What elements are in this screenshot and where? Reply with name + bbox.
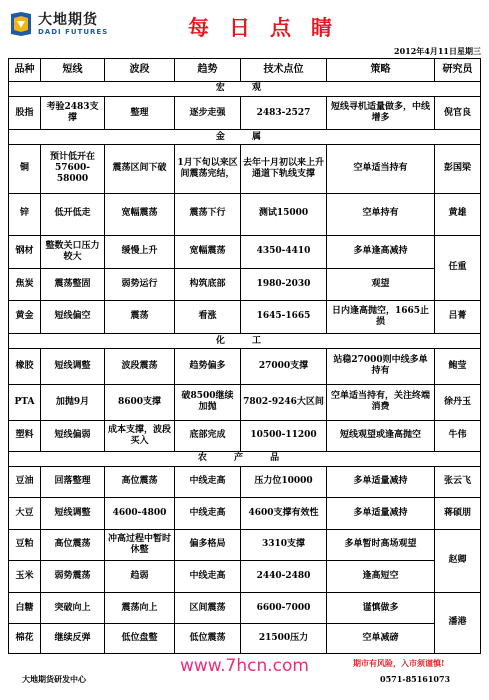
row-name: 豆油 — [9, 466, 41, 498]
table-row: 白糖 突破向上 震荡向上 区间震荡 6600-7000 谨慎做多 潘港 — [9, 592, 481, 624]
footer-org: 大地期货研发中心 — [22, 674, 86, 684]
row-name: 棉花 — [9, 624, 41, 654]
table-row: 橡胶 短线调整 波段震荡 趋势偏多 27000支撑 站稳27000则中线多单持有 鲍莹 — [9, 349, 481, 385]
table-row: 大豆 短线调整 4600-4800 中线走高 4600支撑有效性 多单适量减持 蒋硕朋 — [9, 498, 481, 530]
row-name: 黄金 — [9, 300, 41, 334]
table-row: 塑料 短线偏弱 成本支撑，波段买入 底部完成 10500-11200 短线观望或逢高抛空 牛伟 — [9, 420, 481, 452]
row-name: 玉米 — [9, 561, 41, 593]
row-name: 大豆 — [9, 498, 41, 530]
dadi-logo-icon — [8, 10, 34, 38]
table-row: 焦炭 震荡整固 弱势运行 构筑底部 1980-2030 观望 — [9, 269, 481, 301]
col-header-trend: 趋势 — [175, 59, 241, 82]
table-row: 豆粕 高位震荡 冲高过程中暂时休整 偏多格局 3310支撑 多单暂时高场观望 赵卿 — [9, 529, 481, 561]
company-logo — [8, 8, 128, 40]
col-header-tech: 技术点位 — [241, 59, 327, 82]
row-name: 焦炭 — [9, 269, 41, 301]
col-header-strategy: 策略 — [327, 59, 435, 82]
table-row: 豆油 回落整理 高位震荡 中线走高 压力位10000 多单适量减持 张云飞 — [9, 466, 481, 498]
table-header-row — [9, 59, 481, 82]
footer-phone: 0571-85161073 — [380, 674, 451, 684]
report-title: 每日点睛 — [188, 15, 352, 40]
row-name: 股指 — [9, 96, 41, 130]
watermark-url: www.7hcn.com — [180, 656, 309, 676]
section-macro: 宏 观 — [9, 82, 481, 97]
col-header-variety: 品种 — [9, 59, 41, 82]
row-name: 橡胶 — [9, 349, 41, 385]
report-date: 2012年4月11日星期三 — [394, 46, 481, 56]
market-table — [8, 58, 481, 654]
row-name: 钢材 — [9, 235, 41, 269]
table-row: 玉米 弱势震荡 趋弱 中线走高 2440-2480 逢高短空 — [9, 561, 481, 593]
logo-chinese-name: 大地期货 — [38, 12, 98, 28]
table-row: 锌 低开低走 宽幅震荡 震荡下行 测试15000 空单持有 黄雄 — [9, 193, 481, 235]
row-name: 白糖 — [9, 592, 41, 624]
risk-warning: 期市有风险，入市须谨慎! — [353, 658, 445, 668]
col-header-short: 短线 — [41, 59, 105, 82]
col-header-analyst: 研究员 — [435, 59, 481, 82]
row-name: 豆粕 — [9, 529, 41, 561]
table-row: 钢材 整数关口压力较大 缓慢上升 宽幅震荡 4350-4410 多单逢高减持 任重 — [9, 235, 481, 269]
row-name: 塑料 — [9, 420, 41, 452]
table-row: PTA 加抛9月 8600支撑 破8500继续加抛 7802-9246大区间 空单适当持有，关注终端消费 徐丹玉 — [9, 384, 481, 420]
table-row: 黄金 短线偏空 震荡 看涨 1645-1665 日内逢高抛空，1665止损 吕菁 — [9, 300, 481, 334]
table-row: 股指 考验2483支撑 整理 逐步走强 2483-2527 短线寻机适量做多，中线增多 倪官良 — [9, 96, 481, 130]
row-name: PTA — [9, 384, 41, 420]
col-header-swing: 波段 — [105, 59, 175, 82]
section-metals: 金 属 — [9, 130, 481, 145]
logo-english-name: DADI FUTURES — [38, 28, 109, 36]
table-row: 铜 预计低开在57600-58000 震荡区间下破 1月下旬以来区间震荡完结， 去年十月初以来上升通道下轨线支撑 空单适当持有 彭国梁 — [9, 145, 481, 193]
section-agriculture: 农 产 品 — [9, 452, 481, 467]
table-row: 棉花 继续反弹 低位盘整 低位震荡 21500压力 空单减磅 — [9, 624, 481, 654]
row-name: 锌 — [9, 193, 41, 235]
row-name: 铜 — [9, 145, 41, 193]
report-header — [0, 0, 489, 48]
section-chemicals: 化 工 — [9, 334, 481, 349]
